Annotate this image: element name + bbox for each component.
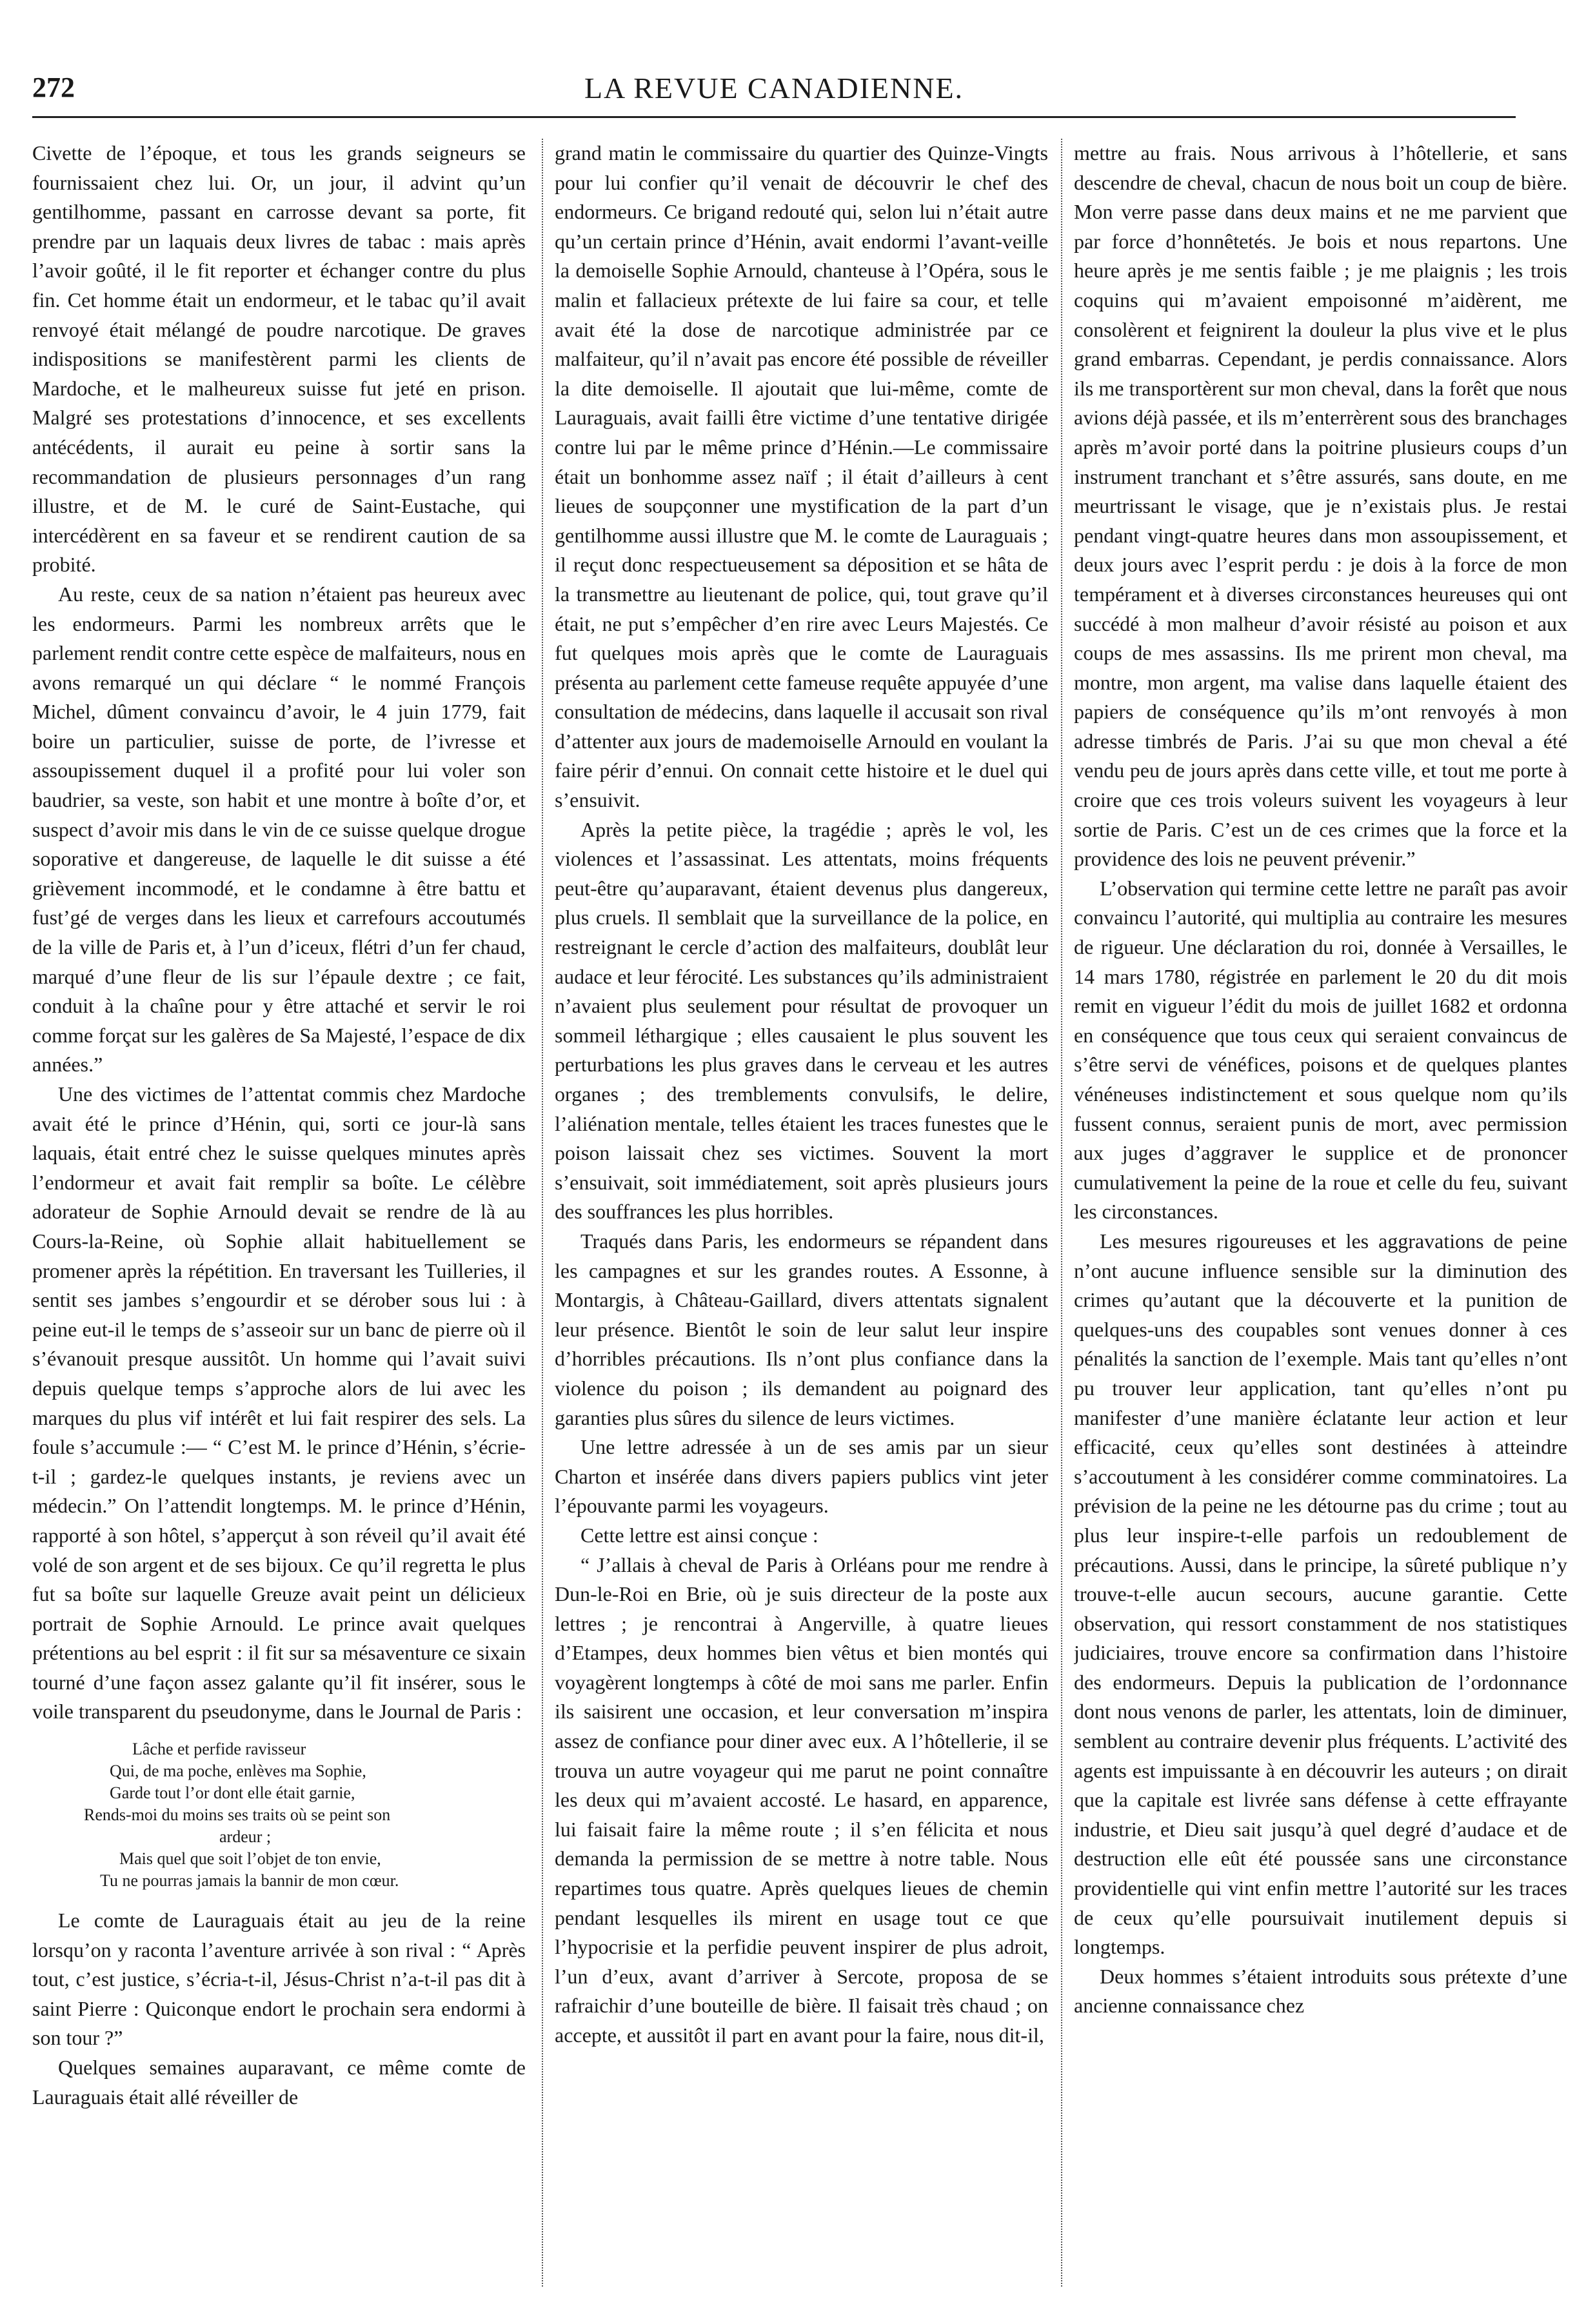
poem-line: Tu ne pourras jamais la bannir de mon cœur. bbox=[100, 1871, 399, 1891]
paragraph: Traqués dans Paris, les endormeurs se répandent dans les campagnes et sur les grandes routes. A Essonne, à Montargis, à Château-Gaillard, divers attentats signalent leur présence. Bientôt le soin de leur salut leur inspire d’horribles précautions. Ils n’ont plus confiance dans la violence du poison ; ils demandent au poignard des garanties plus sûres du silence de leurs victimes. bbox=[555, 1229, 1048, 1429]
poem-line: ardeur ; bbox=[219, 1827, 272, 1847]
column-3 bbox=[1074, 139, 1567, 2287]
page-number: 272 bbox=[32, 72, 75, 103]
column-divider bbox=[1061, 139, 1062, 2287]
paragraph: Quelques semaines auparavant, ce même comte de Lauraguais était allé réveiller de bbox=[32, 2056, 526, 2109]
poem-line: Garde tout l’or dont elle était garnie, bbox=[110, 1783, 355, 1803]
paragraph: grand matin le commissaire du quartier des Quinze-Vingts pour lui confier qu’il venait de découvrir le chef des endormeurs. Ce brigand redouté qui, selon lui n’était autre qu’un certain prince d’Hénin, avait endormi l’avant-veille la demoiselle Sophie Arnould, chanteuse à l’Opéra, sous le malin et fallacieux prétexte de lui faire sa cour, et telle avait été la dose de narcotique administrée par ce malfaiteur, qu’il n’avait pas encore été possible de réveiller la dite demoiselle. Il ajoutait que lui-même, comte de Lauraguais, avait failli être victime d’une tentative dirigée contre lui par le même prince d’Hénin.—Le commissaire était un bonhomme assez naïf ; il était d’ailleurs à cent lieues de soupçonner une mystification de la part d’un gentilhomme aussi illustre que M. le comte de Lauraguais ; il reçut donc respectueusement sa déposition et se hâta de la transmettre au lieutenant de police, qui, tout grave qu’il était, ne put s’empêcher d’en rire avec Leurs Majestés. Ce fut quelques mois après que le comte de Lauraguais présenta au parlement cette fameuse requête appuyée d’une consultation de médecins, dans laquelle il accusait son rival d’attenter aux jours de mademoiselle Arnould en voulant la faire périr d’ennui. On connait cette histoire et le duel qui s’ensuivit. bbox=[555, 141, 1048, 812]
column-1 bbox=[32, 139, 526, 2287]
paragraph: Une lettre adressée à un de ses amis par un sieur Charton et insérée dans divers papiers publics vint jeter l’épouvante parmi les voyageurs. bbox=[555, 1435, 1048, 1518]
poem-line: Qui, de ma poche, enlèves ma Sophie, bbox=[110, 1762, 366, 1781]
running-title: LA REVUE CANADIENNE. bbox=[584, 72, 964, 104]
page-header bbox=[32, 71, 1516, 123]
paragraph: mettre au frais. Nous arrivous à l’hôtellerie, et sans descendre de cheval, chacun de nous boit un coup de bière. Mon verre passe dans deux mains et ne me parvient que par force d’honnêtetés. Je bois et nous repartons. Une heure après je me sentis faible ; je me plaignis ; les trois coquins qui m’avaient empoisonné m’aidèrent, me consolèrent et feignirent la douleur la plus vive et le plus grand embarras. Cependant, je perdis connaissance. Alors ils me transportèrent sur mon cheval, dans la forêt que nous avions déjà passée, et ils m’enterrèrent sous des branchages après m’avoir porté dans la poitrine plusieurs coups d’un instrument tranchant et s’être assurés, sans doute, en me meurtrissant le visage, que je n’existais plus. Je restai pendant vingt-quatre heures dans mon assoupissement, et deux jours avec l’esprit perdu : je dois à la force de mon tempérament et à diverses circonstances heureuses qui ont succédé à mon malheur d’avoir résisté au poison et aux coups de mes assassins. Ils me prirent mon cheval, ma montre, mon argent, ma valise dans laquelle étaient des papiers de conséquence qu’ils m’ont renvoyés à mon adresse timbrés de Paris. J’ai su que mon cheval a été vendu peu de jours après dans cette ville, et tout me porte à croire que ces trois voleurs suivent les voyageurs à leur sortie de Paris. C’est un de ces crimes que la force et la providence des lois ne peuvent prévenir.” bbox=[1074, 141, 1567, 871]
paragraph: Cette lettre est ainsi conçue : bbox=[580, 1523, 818, 1547]
column-divider bbox=[542, 139, 543, 2287]
paragraph: Au reste, ceux de sa nation n’étaient pas heureux avec les endormeurs. Parmi les nombreux arrêts que le parlement rendit contre cette espèce de malfaiteurs, nous en avons remarqué un qui déclare “ le nommé François Michel, dûment convaincu d’avoir, le 4 juin 1779, fait boire un particulier, suisse de porte, de l’ivresse et assoupissement duquel il a profité pour lui voler son baudrier, sa veste, son habit et une montre à boîte d’or, et suspect d’avoir mis dans le vin de ce suisse quelque drogue soporative et dangereuse, de laquelle le dit suisse a été grièvement incommodé, et le condamne à être battu et fust’gé de verges dans les lieux et carrefours accoutumés de la ville de Paris et, à l’un d’iceux, flétri d’un fer chaud, marqué d’une fleur de lis sur l’épaule dextre ; ce fait, conduit à la chaîne pour y être attaché et servir le roi comme forçat sur les galères de Sa Majesté, l’espace de dix années.” bbox=[32, 582, 526, 1077]
header-rule bbox=[32, 116, 1516, 118]
paragraph: Les mesures rigoureuses et les aggravations de peine n’ont aucune influence sensible sur la diminution des crimes qu’autant que la découverte et la punition de quelques-uns des coupables sont venues donner à ces pénalités la sanction de l’exemple. Mais tant qu’elles n’ont pu trouver leur application, tant qu’elles n’ont pu manifester d’une manière éclatante leur action et leur efficacité, ceux qu’elles sont destinées à atteindre s’accoutument à les considérer comme comminatoires. La prévision de la peine ne les détourne pas du crime ; tout au plus leur inspire-t-elle parfois un redoublement de précautions. Aussi, dans le principe, la sûreté publique n’y trouve-t-elle aucun secours, aucune garantie. Cette observation, qui ressort constamment de nos statistiques judiciaires, trouve encore sa confirmation dans l’histoire des endormeurs. Depuis la publication de l’ordonnance dont nous venons de parler, les attentats, loin de diminuer, semblent au contraire devenir plus fréquents. L’activité des agents est impuissante à en découvrir les auteurs ; on dirait que la capitale est livrée sans défense à cette effrayante industrie, et Dieu sait jusqu’à quel degré d’audace et de destruction elle eût été poussée sans une circonstance providentielle qui vint enfin mettre l’autorité sur les traces de ceux qu’elle poursuivait inutilement depuis si longtemps. bbox=[1074, 1229, 1567, 1959]
poem-line: Lâche et perfide ravisseur bbox=[132, 1740, 306, 1759]
paragraph: Le comte de Lauraguais était au jeu de la reine lorsqu’on y raconta l’aventure arrivée à son rival : “ Après tout, c’est justice, s’écria-t-il, Jésus-Christ n’a-t-il pas dit à saint Pierre : Quiconque endort le prochain sera endormi à son tour ?” bbox=[32, 1909, 526, 2050]
poem bbox=[32, 1738, 526, 1892]
poem-line: Rends-moi du moins ses traits où se peint son bbox=[84, 1805, 391, 1825]
paragraph: L’observation qui termine cette lettre ne paraît pas avoir convaincu l’autorité, qui multiplia au contraire les mesures de rigueur. Une déclaration du roi, donnée à Versailles, le 14 mars 1780, régistrée en parlement le 20 du dit mois remit en vigueur l’édit du mois de juillet 1682 et ordonna en conséquence que tous ceux qui seraient convaincus de s’être servi de vénéfices, poisons et de quelques plantes vénéneuses indistinctement et sous quelque nom qu’ils fussent connus, seraient punis de mort, avec permission aux juges d’aggraver le supplice et de prononcer cumulativement la peine de la roue et celle du feu, suivant les circonstances. bbox=[1074, 876, 1567, 1224]
paragraph: Deux hommes s’étaient introduits sous prétexte d’une ancienne connaissance chez bbox=[1074, 1964, 1567, 2018]
paragraph: Civette de l’époque, et tous les grands seigneurs se fournissaient chez lui. Or, un jour, il advint qu’un gentilhomme, passant en carrosse devant sa porte, fit prendre par un laquais deux livres de tabac : mais après l’avoir goûté, il le fit reporter et échanger contre du plus fin. Cet homme était un endormeur, et le tabac qu’il avait renvoyé était mélangé de poudre narcotique. De graves indispositions se manifestèrent parmi les clients de Mardoche, et le malheureux suisse fut jeté en prison. Malgré ses protestations d’innocence, et ses excellents antécédents, il aurait eu peine à sortir sans la recommandation de plusieurs personnages d’un rang illustre, et de M. le curé de Saint-Eustache, qui intercédèrent en sa faveur et se rendirent caution de sa probité. bbox=[32, 141, 526, 577]
column-2 bbox=[555, 139, 1048, 2287]
poem-line: Mais quel que soit l’objet de ton envie, bbox=[119, 1849, 381, 1869]
paragraph: Après la petite pièce, la tragédie ; après le vol, les violences et l’assassinat. Les attentats, moins fréquents peut-être qu’auparavant, étaient devenus plus dangereux, plus cruels. Il semblait que la surveillance de la police, en restreignant le cercle d’action des malfaiteurs, doublât leur audace et leur férocité. Les substances qu’ils administraient n’avaient plus seulement pour résultat de provoquer un sommeil léthargique ; elles causaient le plus souvent les perturbations les plus graves dans le cerveau et les autres organes ; des tremblements convulsifs, le delire, l’aliénation mentale, telles étaient les traces funestes que le poison laissait chez ses victimes. Souvent la mort s’ensuivait, soit immédiatement, soit après plusieurs jours des souffrances les plus horribles. bbox=[555, 817, 1048, 1224]
paragraph: “ J’allais à cheval de Paris à Orléans pour me rendre à Dun-le-Roi en Brie, où je suis directeur de la poste aux lettres ; je rencontrai à Angerville, à quatre lieues d’Etampes, deux hommes bien vêtus et bien montés qui voyagèrent longtemps à côté de moi sans me parler. Enfin ils saisirent une occasion, et leur conversation m’inspira assez de confiance pour diner avec eux. A l’hôtellerie, il se trouva un autre voyageur qui me parut ne point connaître les deux qui m’avaient accosté. Le hasard, en apparence, lui faisait faire la même route ; il s’en félicita et nous demanda la permission de se mettre à notre table. Nous repartimes tous quatre. Après quelques lieues de chemin pendant lesquelles ils mirent en usage tout ce que l’hypocrisie et la perfidie peuvent inspirer de plus adroit, l’un d’eux, avant d’arriver à Sercote, proposa de se rafraichir d’une bouteille de bière. Il faisait très chaud ; on accepte, et aussitôt il part en avant pour la faire, nous dit-il, bbox=[555, 1553, 1048, 2047]
paragraph: Une des victimes de l’attentat commis chez Mardoche avait été le prince d’Hénin, qui, sorti ce jour-là sans laquais, était entré chez le suisse quelques minutes après l’endormeur et avait fait remplir sa boîte. Le célèbre adorateur de Sophie Arnould devait se rendre de là au Cours-la-Reine, où Sophie allait habituellement se promener après la répétition. En traversant les Tuilleries, il sentit ses jambes s’engourdir et se dérober sous lui : à peine eut-il le temps de s’asseoir sur un banc de pierre où il s’évanouit presque aussitôt. Un homme qui l’avait suivi depuis quelque temps s’approche alors de lui avec les marques du plus vif intérêt et lui fait respirer des sels. La foule s’accumule :— “ C’est M. le prince d’Hénin, s’écrie-t-il ; gardez-le quelques instants, je reviens avec un médecin.” On l’attendit longtemps. M. le prince d’Hénin, rapporté à son hôtel, s’apperçut à son réveil qu’il avait été volé de son argent et de ses bijoux. Ce qu’il regretta le plus fut sa boîte sur laquelle Greuze avait peint un délicieux portrait de Sophie Arnould. Le prince avait quelques prétentions au bel esprit : il fit sur sa mésaventure ce sixain tourné d’une façon assez galante qu’il fit insérer, sous le voile transparent du pseudonyme, dans le Journal de Paris : bbox=[32, 1082, 526, 1723]
